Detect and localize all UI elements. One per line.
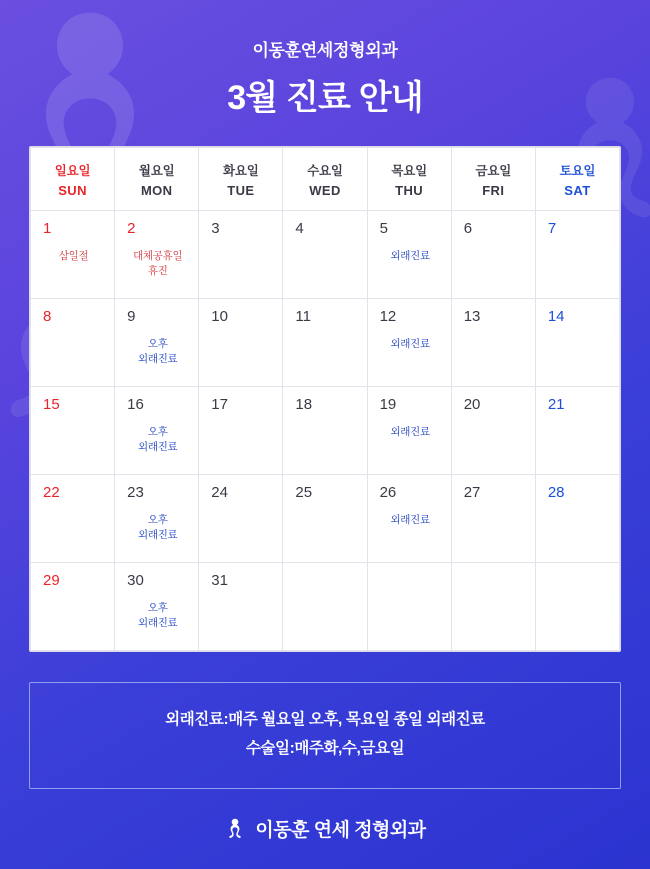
day-number: 6 (463, 220, 473, 237)
calendar-day-cell[interactable] (199, 475, 283, 563)
calendar-day-cell[interactable] (283, 387, 367, 475)
day-number: 29 (43, 572, 60, 589)
calendar-day-cell[interactable] (535, 387, 619, 475)
column-header-en: TUE (227, 182, 255, 198)
column-header-en: FRI (482, 182, 505, 198)
calendar-column-header-tue (199, 148, 283, 211)
column-header-kr: 수요일 (307, 163, 343, 178)
calendar-body (31, 211, 620, 651)
calendar-column-header-sat (535, 148, 619, 211)
calendar-day-cell[interactable] (367, 475, 451, 563)
brand-name: 이동훈 연세 정형외과 (255, 819, 426, 841)
calendar-day-cell[interactable] (283, 299, 367, 387)
column-header-kr: 월요일 (138, 163, 175, 178)
day-note: 외래진료 (390, 338, 430, 350)
day-number: 23 (127, 484, 144, 501)
calendar-week-row (31, 299, 620, 387)
calendar-table (30, 147, 620, 651)
info-box (29, 682, 621, 789)
calendar-week-row (31, 211, 620, 299)
day-number: 14 (547, 308, 565, 325)
day-note: 오후 외래진료 (138, 426, 178, 454)
column-header-en: WED (309, 182, 341, 198)
calendar-day-cell[interactable] (451, 211, 535, 299)
day-number: 19 (379, 396, 397, 413)
day-number: 11 (295, 308, 311, 325)
calendar-day-cell[interactable] (535, 475, 619, 563)
calendar-column-header-mon (115, 148, 199, 211)
column-header-kr: 화요일 (223, 163, 259, 178)
day-number: 3 (211, 220, 220, 237)
day-number: 30 (127, 572, 144, 589)
calendar-column-header-wed (283, 148, 367, 211)
day-note: 오후 외래진료 (138, 514, 178, 542)
calendar-day-cell[interactable] (451, 299, 535, 387)
calendar-day-cell[interactable] (367, 299, 451, 387)
calendar-day-cell[interactable] (367, 563, 451, 651)
calendar-week-row (31, 387, 620, 475)
calendar-day-cell[interactable] (199, 211, 283, 299)
column-header-kr: 토요일 (559, 163, 596, 178)
calendar-column-header-sun (31, 148, 115, 211)
calendar-day-cell[interactable] (115, 563, 199, 651)
day-number: 8 (43, 308, 52, 325)
calendar-day-cell[interactable] (283, 475, 367, 563)
page-title: 3월 진료 안내 (227, 79, 423, 117)
day-number: 13 (463, 308, 481, 325)
day-number: 17 (211, 396, 228, 413)
day-number: 1 (43, 220, 52, 237)
day-number: 26 (379, 484, 397, 501)
footer-brand (224, 815, 425, 842)
calendar-week-row (31, 563, 620, 651)
day-note: 외래진료 (390, 426, 430, 438)
day-number: 4 (295, 220, 304, 237)
calendar-week-row (31, 475, 620, 563)
day-number: 24 (211, 484, 228, 501)
day-note: 외래진료 (390, 514, 430, 526)
calendar-day-cell[interactable] (31, 299, 115, 387)
gecko-icon (224, 815, 246, 841)
day-number: 5 (379, 220, 388, 237)
calendar-day-cell[interactable] (115, 387, 199, 475)
calendar-day-cell[interactable] (283, 563, 367, 651)
info-line-outpatient: 외래진료:매주 월요일 오후, 목요일 종일 외래진료 (165, 711, 485, 728)
column-header-en: SUN (58, 182, 87, 198)
day-note: 외래진료 (390, 250, 430, 262)
calendar-day-cell[interactable] (31, 387, 115, 475)
day-note: 오후 외래진료 (138, 338, 178, 366)
column-header-en: SAT (564, 182, 591, 198)
calendar-day-cell[interactable] (199, 387, 283, 475)
calendar-day-cell[interactable] (451, 563, 535, 651)
calendar-day-cell[interactable] (31, 475, 115, 563)
day-number: 9 (127, 308, 136, 325)
day-number: 22 (43, 484, 60, 501)
column-header-kr: 목요일 (391, 163, 427, 178)
calendar-day-cell[interactable] (535, 299, 619, 387)
calendar-day-cell[interactable] (199, 299, 283, 387)
day-number: 31 (211, 572, 228, 589)
calendar-day-cell[interactable] (115, 299, 199, 387)
column-header-kr: 일요일 (54, 163, 91, 178)
clinic-name: 이동훈연세정형외과 (252, 41, 398, 60)
calendar-column-header-thu (367, 148, 451, 211)
poster-header (227, 36, 423, 119)
calendar-day-cell[interactable] (199, 563, 283, 651)
calendar-day-cell[interactable] (367, 387, 451, 475)
day-number: 21 (547, 396, 565, 413)
calendar-day-cell[interactable] (115, 475, 199, 563)
calendar-day-cell[interactable] (535, 211, 619, 299)
day-number: 18 (295, 396, 313, 413)
calendar-day-cell[interactable] (451, 475, 535, 563)
calendar-column-header-fri (451, 148, 535, 211)
calendar-day-cell[interactable] (31, 211, 115, 299)
calendar-day-cell[interactable] (535, 563, 619, 651)
column-header-en: THU (395, 182, 424, 198)
day-number: 15 (43, 396, 60, 413)
calendar-header-row (31, 148, 620, 211)
day-number: 12 (379, 308, 397, 325)
day-number: 20 (463, 396, 481, 413)
day-number: 16 (127, 396, 144, 413)
day-number: 28 (547, 484, 565, 501)
day-number: 7 (547, 220, 557, 237)
calendar-day-cell[interactable] (367, 211, 451, 299)
column-header-en: MON (140, 182, 173, 198)
day-number: 10 (211, 308, 228, 325)
day-note: 대체공휴일 휴진 (133, 250, 183, 278)
calendar-day-cell[interactable] (115, 211, 199, 299)
column-header-kr: 금요일 (475, 163, 512, 178)
calendar-day-cell[interactable] (31, 563, 115, 651)
calendar-card (29, 146, 621, 652)
day-number: 25 (295, 484, 313, 501)
day-number: 27 (463, 484, 481, 501)
day-number: 2 (127, 220, 136, 237)
calendar-day-cell[interactable] (451, 387, 535, 475)
calendar-day-cell[interactable] (283, 211, 367, 299)
day-note: 오후 외래진료 (138, 602, 178, 630)
info-line-surgery: 수술일:매주화,수,금요일 (245, 740, 405, 758)
day-note: 삼일절 (58, 250, 89, 262)
